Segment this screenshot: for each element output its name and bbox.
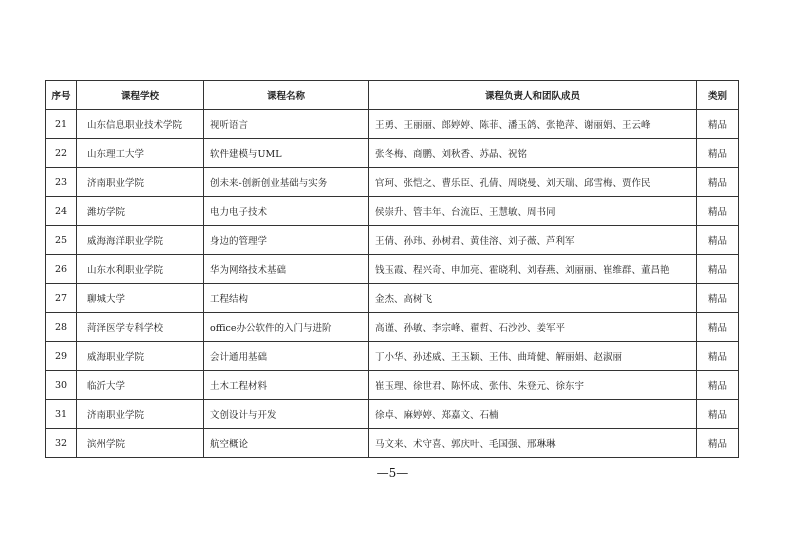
- cell-type: 精品: [697, 313, 739, 342]
- header-type: 类别: [697, 81, 739, 110]
- cell-type: 精品: [697, 342, 739, 371]
- header-team: 课程负责人和团队成员: [369, 81, 697, 110]
- cell-no: 29: [46, 342, 77, 371]
- cell-course: 文创设计与开发: [204, 400, 369, 429]
- table-row: [46, 400, 739, 429]
- cell-team: 丁小华、孙述威、王玉颖、王伟、曲琦健、解丽娟、赵淑丽: [369, 342, 697, 371]
- header-school: 课程学校: [77, 81, 204, 110]
- cell-type: 精品: [697, 168, 739, 197]
- cell-course: 会计通用基础: [204, 342, 369, 371]
- cell-team: 王倩、孙玮、孙树君、黄佳溶、刘子薇、芦利军: [369, 226, 697, 255]
- cell-course: office办公软件的入门与进阶: [204, 313, 369, 342]
- cell-school: 潍坊学院: [77, 197, 204, 226]
- cell-school: 济南职业学院: [77, 400, 204, 429]
- table-row: [46, 284, 739, 313]
- cell-type: 精品: [697, 139, 739, 168]
- table-row: [46, 313, 739, 342]
- cell-course: 软件建模与UML: [204, 139, 369, 168]
- cell-course: 工程结构: [204, 284, 369, 313]
- cell-type: 精品: [697, 284, 739, 313]
- cell-type: 精品: [697, 110, 739, 139]
- cell-school: 山东理工大学: [77, 139, 204, 168]
- header-course: 课程名称: [204, 81, 369, 110]
- table-row: [46, 371, 739, 400]
- cell-school: 滨州学院: [77, 429, 204, 458]
- cell-no: 26: [46, 255, 77, 284]
- cell-school: 济南职业学院: [77, 168, 204, 197]
- cell-no: 30: [46, 371, 77, 400]
- cell-team: 王勇、王丽丽、郎婷婷、陈菲、潘玉鸽、张艳萍、谢丽娟、王云峰: [369, 110, 697, 139]
- cell-type: 精品: [697, 371, 739, 400]
- cell-school: 聊城大学: [77, 284, 204, 313]
- cell-no: 27: [46, 284, 77, 313]
- table-row: [46, 255, 739, 284]
- cell-type: 精品: [697, 197, 739, 226]
- cell-course: 华为网络技术基础: [204, 255, 369, 284]
- cell-school: 威海海洋职业学院: [77, 226, 204, 255]
- table-row: [46, 429, 739, 458]
- cell-team: 崔玉理、徐世君、陈怀成、张伟、朱登元、徐东宇: [369, 371, 697, 400]
- cell-course: 视听语言: [204, 110, 369, 139]
- cell-no: 31: [46, 400, 77, 429]
- cell-team: 侯崇升、管丰年、台流臣、王慧敏、周书同: [369, 197, 697, 226]
- cell-course: 创未来-创新创业基础与实务: [204, 168, 369, 197]
- table-row: [46, 168, 739, 197]
- cell-no: 25: [46, 226, 77, 255]
- cell-type: 精品: [697, 226, 739, 255]
- table-row: [46, 342, 739, 371]
- table-row: [46, 110, 739, 139]
- cell-school: 山东水利职业学院: [77, 255, 204, 284]
- cell-school: 菏泽医学专科学校: [77, 313, 204, 342]
- cell-team: 张冬梅、商鹏、刘秋香、苏晶、祝铭: [369, 139, 697, 168]
- cell-no: 23: [46, 168, 77, 197]
- cell-no: 32: [46, 429, 77, 458]
- cell-school: 山东信息职业技术学院: [77, 110, 204, 139]
- cell-course: 航空概论: [204, 429, 369, 458]
- cell-course: 电力电子技术: [204, 197, 369, 226]
- cell-course: 土木工程材料: [204, 371, 369, 400]
- cell-school: 威海职业学院: [77, 342, 204, 371]
- table-header-row: [46, 81, 739, 110]
- cell-type: 精品: [697, 429, 739, 458]
- cell-team: 官珂、张恺之、曹乐臣、孔倩、周晓曼、刘天瑞、邱雪梅、贾作民: [369, 168, 697, 197]
- table-row: [46, 139, 739, 168]
- table-row: [46, 197, 739, 226]
- cell-no: 24: [46, 197, 77, 226]
- cell-team: 钱玉霞、程兴奇、申加亮、霍晓利、刘春燕、刘丽丽、崔维群、董昌艳: [369, 255, 697, 284]
- cell-no: 22: [46, 139, 77, 168]
- table-row: [46, 226, 739, 255]
- cell-team: 金杰、高树飞: [369, 284, 697, 313]
- cell-team: 高谨、孙敏、李宗峰、翟哲、石沙沙、姜军平: [369, 313, 697, 342]
- cell-type: 精品: [697, 400, 739, 429]
- header-no: 序号: [46, 81, 77, 110]
- cell-type: 精品: [697, 255, 739, 284]
- cell-no: 21: [46, 110, 77, 139]
- cell-no: 28: [46, 313, 77, 342]
- cell-course: 身边的管理学: [204, 226, 369, 255]
- course-table: [45, 80, 739, 458]
- cell-school: 临沂大学: [77, 371, 204, 400]
- cell-team: 马文来、术守喜、郭庆叶、毛国强、邢琳琳: [369, 429, 697, 458]
- page-number: —5—: [376, 466, 409, 480]
- cell-team: 徐卓、麻婷婷、郑嘉文、石楠: [369, 400, 697, 429]
